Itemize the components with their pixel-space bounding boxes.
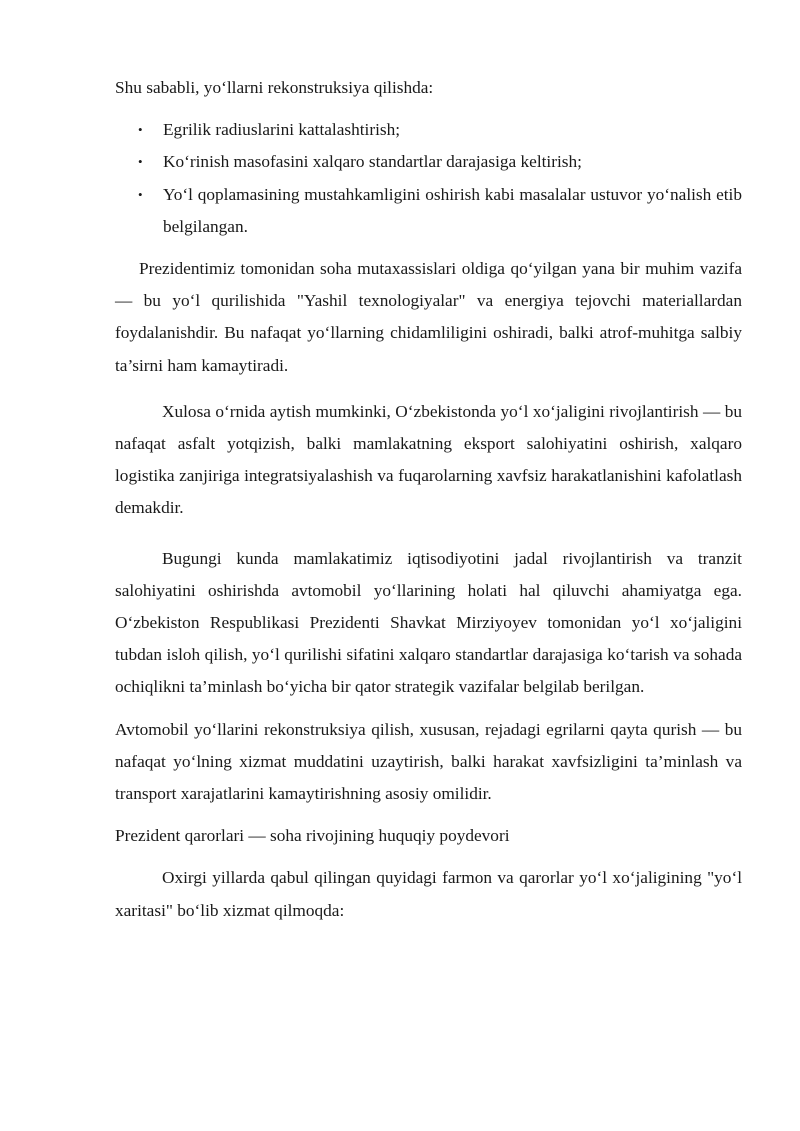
section-heading: Prezident qarorlari — soha rivojining huquqiy poydevori <box>115 826 510 846</box>
intro-line: Shu sababli, yo‘llarni rekonstruksiya qilishda: <box>115 78 434 97</box>
paragraph-conclusion: Xulosa o‘rnida aytish mumkinki, O‘zbekistonda yo‘l xo‘jaligini rivojlantirish — bu nafaqat asfalt yotqizish, balki mamlakatning eksport salohiyatini oshirish, xalqaro logistika zanjiriga integratsiyalashish va fuqarolarning xavfsiz harakatlanishini kafolatlash demakdir. <box>115 401 742 518</box>
bullet-item <box>115 114 742 146</box>
document-body <box>115 72 742 927</box>
bullet-item <box>115 146 742 178</box>
paragraph-decrees: Oxirgi yillarda qabul qilingan quyidagi farmon va qarorlar yo‘l xo‘jaligining "yo‘l xaritasi" bo‘lib xizmat qilmoqda: <box>115 868 742 920</box>
bullet-dot-icon: • <box>138 154 143 170</box>
bullet-item <box>115 179 742 243</box>
bullet-text: Egrilik radiuslarini kattalashtirish; <box>163 120 401 140</box>
bullet-text: Ko‘rinish masofasini xalqaro standartlar darajasiga keltirish; <box>163 152 582 172</box>
paragraph-green-technologies: Prezidentimiz tomonidan soha mutaxassislari oldiga qo‘yilgan yana bir muhim vazifa — bu yo‘l qurilishida "Yashil texnologiyalar" va energiya tejovchi materiallardan foydalanishdir. Bu nafaqat yo‘llarning chidamliligini oshiradi, balki atrof-muhitga salbiy ta’sirni ham kamaytiradi. <box>115 259 742 375</box>
bullet-text: Yo‘l qoplamasining mustahkamligini oshirish kabi masalalar ustuvor yo‘nalish etib belgilangan. <box>163 184 742 236</box>
paragraph-reconstruction: Avtomobil yo‘llarini rekonstruksiya qilish, xususan, rejadagi egrilarni qayta qurish — bu nafaqat yo‘lning xizmat muddatini uzaytirish, balki harakat xavfsizligini ta’minlash va transport xarajatlarini kamaytirishning asosiy omilidir. <box>115 719 742 804</box>
bullet-dot-icon: • <box>138 122 143 138</box>
paragraph-today: Bugungi kunda mamlakatimiz iqtisodiyotini jadal rivojlantirish va tranzit salohiyatini oshirishda avtomobil yo‘llarining holati hal qiluvchi ahamiyatga ega. O‘zbekiston Respublikasi Prezidenti Shavkat Mirziyoyev tomonidan yo‘l xo‘jaligini tubdan isloh qilish, yo‘l qurilishi sifatini xalqaro standartlar darajasiga ko‘tarish va sohada ochiqlikni ta’minlash bo‘yicha bir qator strategik vazifalar belgilab berilgan. <box>115 548 742 697</box>
bullet-dot-icon: • <box>138 186 143 202</box>
bullet-list <box>115 114 742 243</box>
